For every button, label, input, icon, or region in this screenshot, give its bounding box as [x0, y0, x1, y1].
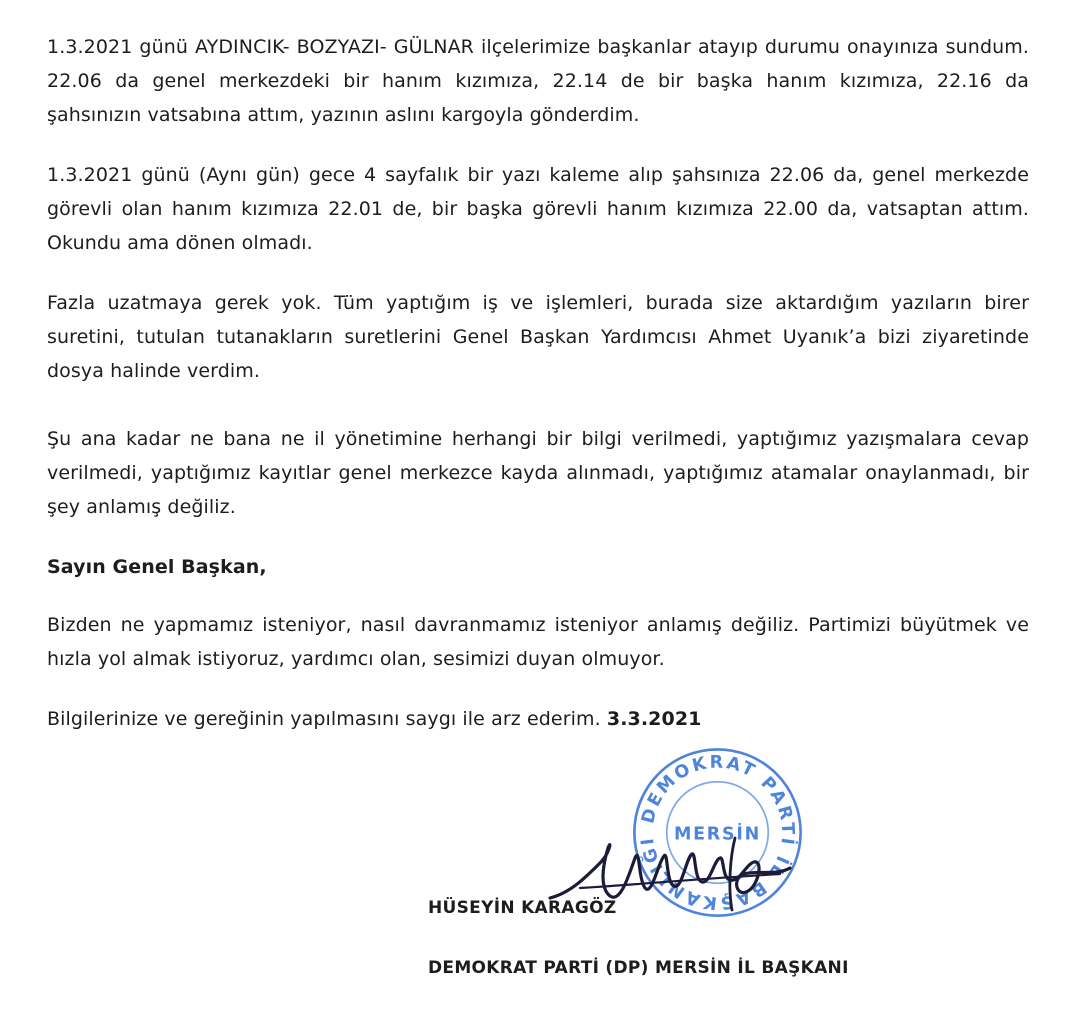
- salutation: Sayın Genel Başkan,: [47, 556, 267, 578]
- closing-date: 3.3.2021: [606, 708, 702, 730]
- signatory-title: DEMOKRAT PARTİ (DP) MERSİN İL BAŞKANI: [428, 958, 849, 978]
- closing-line: [47, 702, 1029, 736]
- signature-stroke-main: [550, 845, 790, 898]
- paragraph-request: Bizden ne yapmamız isteniyor, nasıl davranmamız isteniyor anlamış değiliz. Partimizi büyütmek ve hızla yol almak istiyoruz, yardımcı olan, sesimizi duyan olmuyor.: [47, 614, 1029, 670]
- closing-text: Bilgilerinize ve gereğinin yapılmasını saygı ile arz ederim.: [47, 708, 607, 730]
- paragraph-four-page-letter: 1.3.2021 günü (Aynı gün) gece 4 sayfalık bir yazı kaleme alıp şahsınıza 22.06 da, genel merkezde görevli olan hanım kızımıza 22.01 de, bir başka görevli hanım kızımıza 22.00 da, vatsaptan attım. Okundu ama dönen olmadı.: [47, 164, 1029, 254]
- seal-ring-text: DEMOKRAT PARTİ İL BAŞKANLIĞI: [637, 752, 798, 913]
- paragraph-no-response: Şu ana kadar ne bana ne il yönetimine herhangi bir bilgi verilmedi, yaptığımız yazışmalara cevap verilmedi, yaptığımız kayıtlar genel merkezce kayda alınmadı, yaptığımız atamalar onaylanmadı, bir şey anlamış değiliz.: [47, 428, 1029, 518]
- paragraph-documents-delivered: Fazla uzatmaya gerek yok. Tüm yaptığım iş ve işlemleri, burada size aktardığım yazıların birer suretini, tutulan tutanakların suretlerini Genel Başkan Yardımcısı Ahmet Uyanık’a bizi ziyaretinde dosya halinde verdim.: [47, 292, 1029, 382]
- signature-stroke-vertical: [730, 838, 735, 910]
- seal-center-text: MERSİN: [673, 824, 762, 845]
- paragraph-appointments: 1.3.2021 günü AYDINCIK- BOZYAZI- GÜLNAR ilçelerimize başkanlar atayıp durumu onayınıza sundum. 22.06 da genel merkezdeki bir hanım kızımıza, 22.14 de bir başka hanım kızımıza, 22.16 da şahsınızın vatsabına attım, yazının aslını kargoyla gönderdim.: [47, 36, 1029, 126]
- signatory-name: HÜSEYİN KARAGÖZ: [428, 898, 617, 918]
- signature-stroke-underline: [580, 874, 780, 888]
